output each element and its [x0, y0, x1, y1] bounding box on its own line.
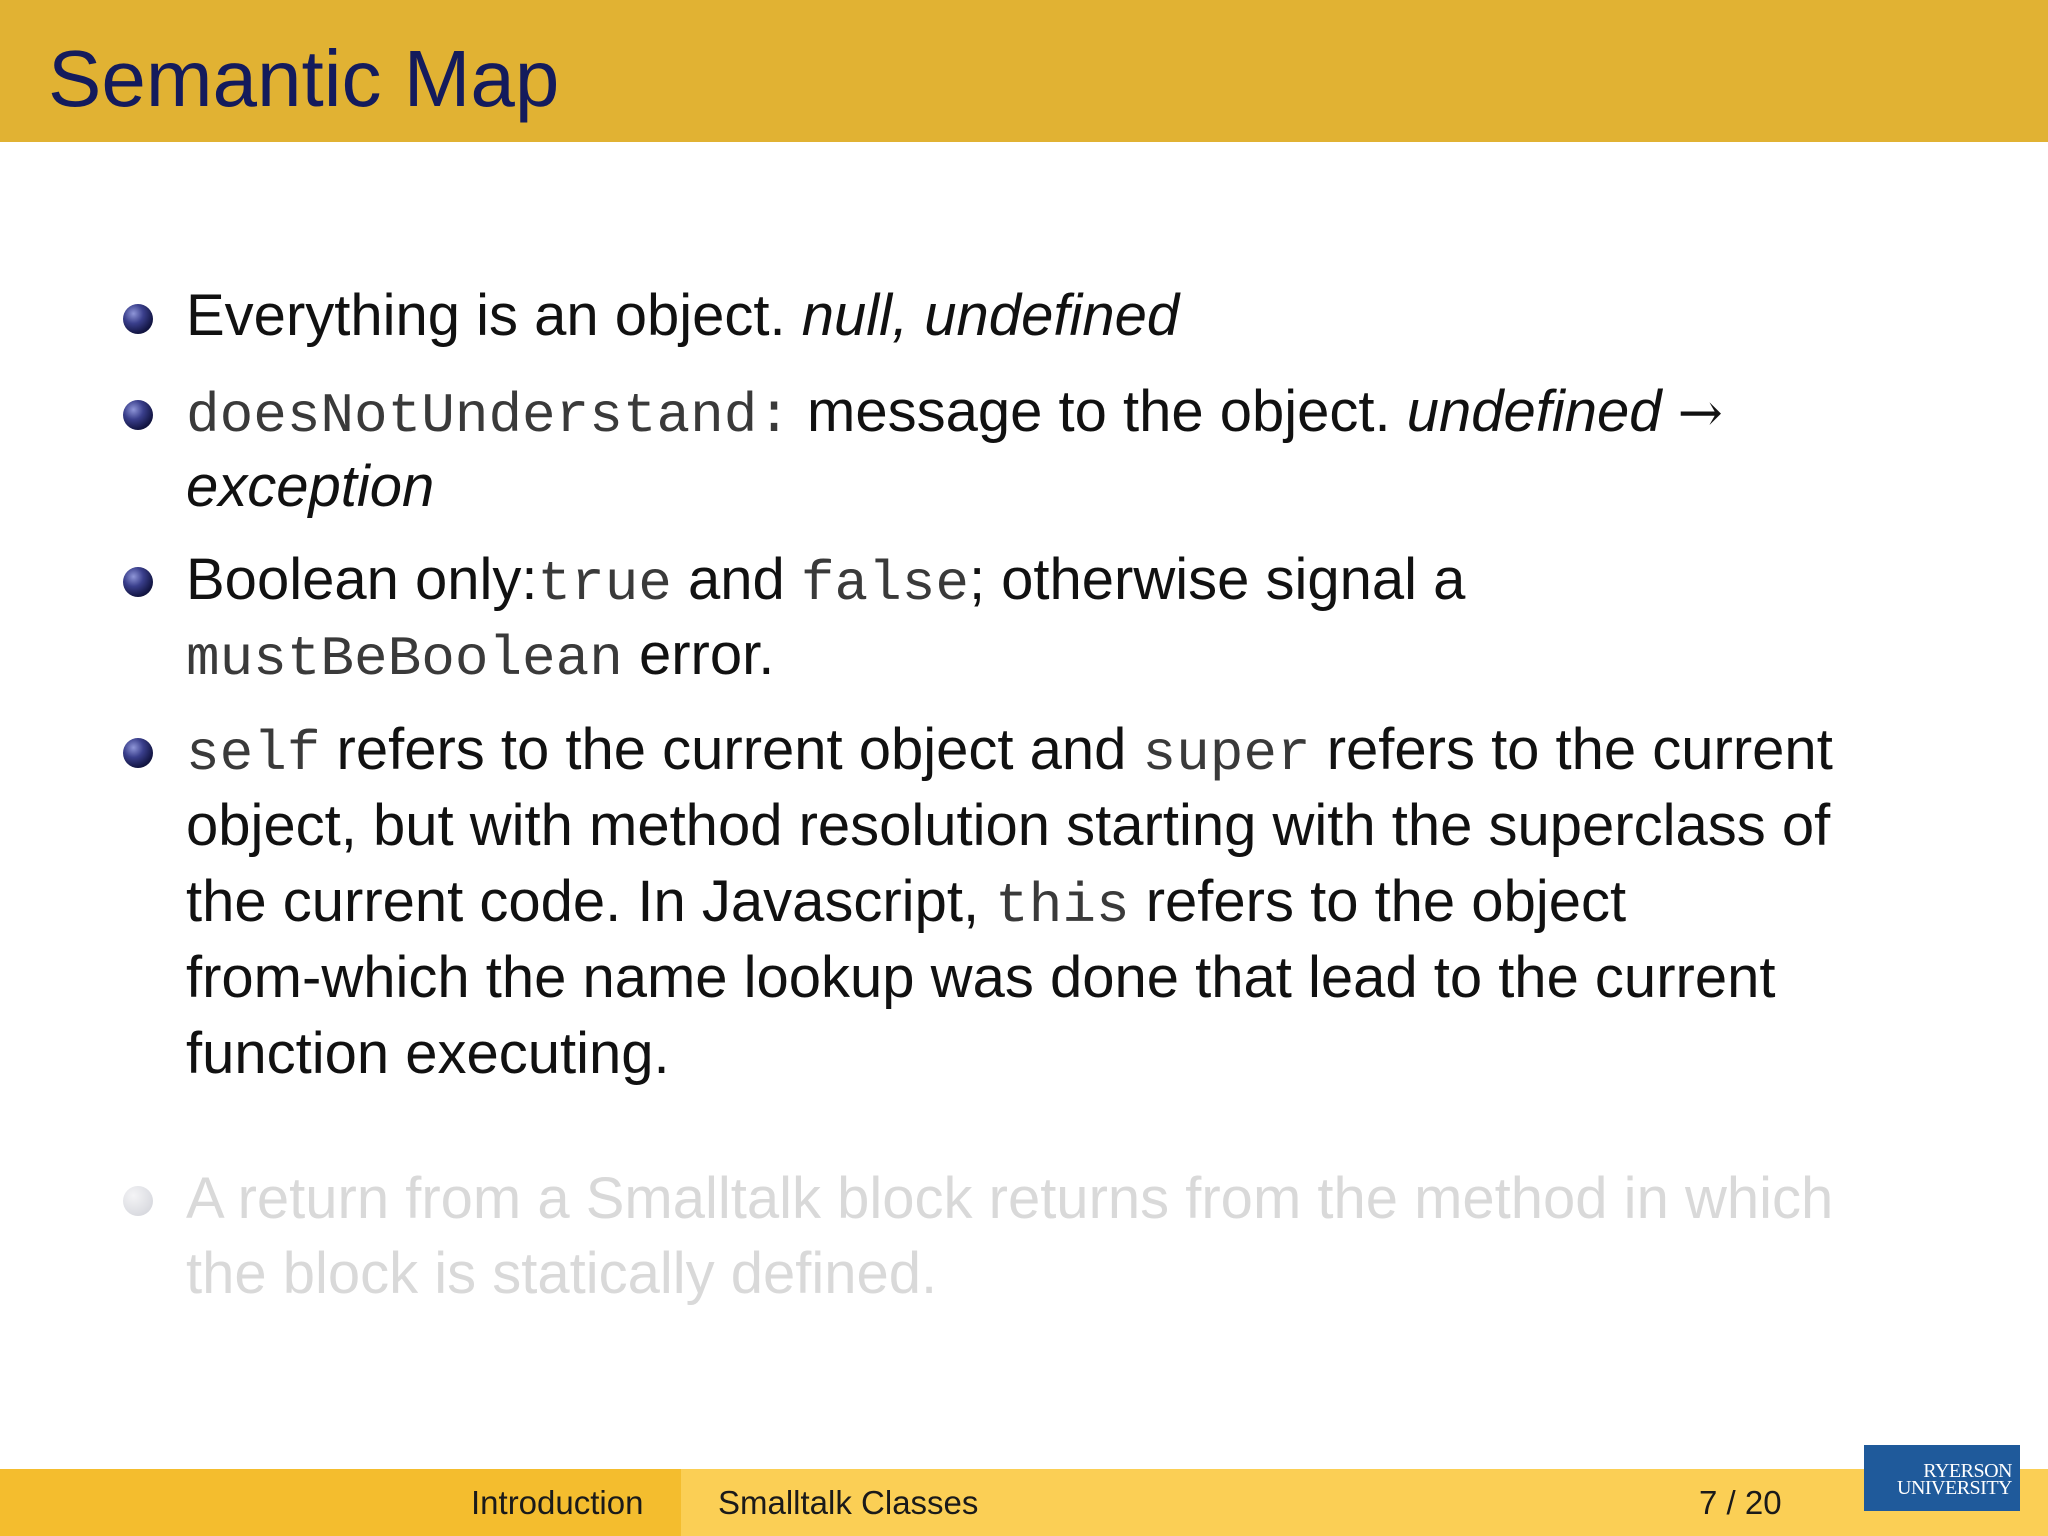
bullet-code: self	[186, 722, 321, 786]
footer-subsection: Smalltalk Classes	[718, 1484, 979, 1521]
bullet-line	[186, 867, 1626, 941]
bullet-line: A return from a Smalltalk block returns from the method in which	[186, 1166, 1834, 1231]
bullet-text: refers to the object	[1129, 869, 1627, 934]
page-number: 7 / 20	[1699, 1484, 1782, 1521]
bullet-emphasis: null, undefined	[801, 283, 1180, 348]
bullet-line	[186, 377, 1723, 451]
university-logo	[1864, 1445, 2020, 1511]
bullet-code: super	[1142, 722, 1311, 786]
bullet-icon	[123, 1186, 153, 1216]
bullet-text: the current code. In Javascript,	[186, 869, 996, 934]
bullet-icon	[123, 567, 153, 597]
bullet-line: from-which the name lookup was done that lead to the current	[186, 945, 1776, 1010]
bullet-emphasis: exception	[186, 454, 435, 519]
bullet-line	[186, 452, 434, 522]
bullet-icon	[123, 400, 153, 430]
bullet-line	[186, 620, 774, 694]
bullet-text: Everything is an object.	[186, 283, 802, 348]
bullet-emphasis: undefined	[1406, 379, 1662, 444]
arrow-icon: →	[1677, 381, 1723, 444]
bullet-line	[186, 281, 1179, 351]
bullet-icon	[123, 738, 153, 768]
bullet-text: and	[671, 547, 801, 612]
bullet-code: this	[995, 874, 1130, 938]
bullet-text: refers to the current object and	[320, 717, 1143, 782]
bullet-line	[186, 545, 1465, 619]
bullet-code: true	[537, 552, 672, 616]
logo-text	[1897, 1460, 2012, 1499]
bullet-line: object, but with method resolution starting with the superclass of	[186, 793, 1831, 858]
bullet-text: message to the object.	[790, 379, 1407, 444]
bullet-code: mustBeBoolean	[186, 627, 623, 691]
bullet-line: function executing.	[186, 1021, 670, 1086]
bullet-line	[186, 715, 1833, 789]
logo-line: UNIVERSITY	[1897, 1477, 2012, 1499]
bullet-text: error.	[622, 622, 775, 687]
bullet-text: Boolean only:	[186, 547, 538, 612]
footer-section: Introduction	[471, 1484, 644, 1521]
logo-line: RYERSON	[1923, 1460, 2012, 1482]
bullet-code: doesNotUnderstand:	[186, 384, 791, 448]
bullet-text: refers to the current	[1310, 717, 1833, 782]
slide-footer	[0, 1469, 2048, 1536]
bullet-text: ; otherwise signal a	[968, 547, 1466, 612]
bullet-icon	[123, 304, 153, 334]
bullet-line: the block is statically defined.	[186, 1241, 938, 1306]
slide-title: Semantic Map	[48, 34, 560, 123]
bullet-code: false	[800, 552, 969, 616]
